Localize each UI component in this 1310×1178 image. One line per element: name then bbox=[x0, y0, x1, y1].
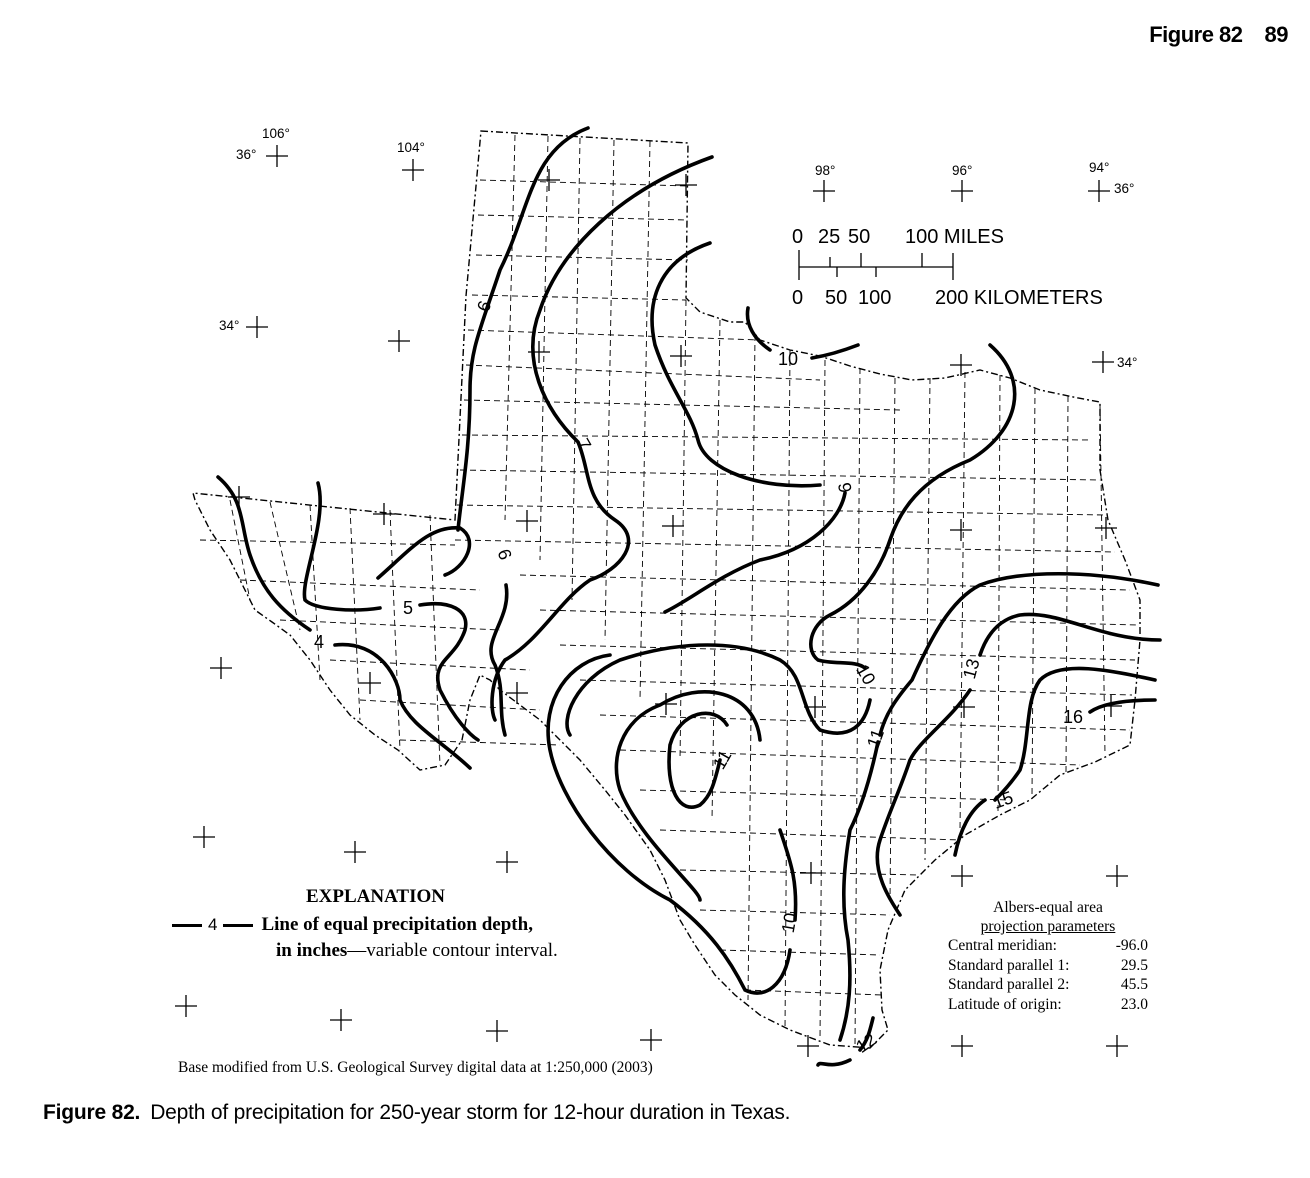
explanation-legend-row bbox=[172, 914, 533, 936]
caption-text: Depth of precipitation for 250-year storm for 12-hour duration in Texas. bbox=[150, 1101, 791, 1124]
graticule-labels bbox=[219, 126, 1137, 370]
contour-label-11-outer: 11 bbox=[862, 726, 889, 751]
isohyet-15-coast bbox=[955, 800, 985, 855]
contour-label-6-west: 6 bbox=[493, 546, 516, 563]
scale-km-100: 100 bbox=[858, 287, 892, 309]
base-data-note: Base modified from U.S. Geological Survey digital data at 1:250,000 (2003) bbox=[178, 1059, 653, 1076]
label-96: 96° bbox=[952, 163, 973, 178]
projection-parameters bbox=[948, 898, 1148, 1014]
scale-mile-0: 0 bbox=[792, 226, 804, 248]
isohyet-10-south bbox=[548, 655, 796, 993]
projection-row: Standard parallel 2: 45.5 bbox=[948, 976, 1148, 993]
isohyet-6-north bbox=[458, 128, 588, 530]
projection-row: Central meridian: -96.0 bbox=[948, 937, 1148, 954]
label-36-east: 36° bbox=[1114, 181, 1135, 196]
isohyet-16 bbox=[1090, 700, 1155, 712]
contour-label-9: 9 bbox=[833, 481, 856, 495]
legend-line1: Line of equal precipitation depth, bbox=[261, 914, 533, 935]
scale-mile-100: 100 MILES bbox=[905, 226, 1004, 248]
explanation-title: EXPLANATION bbox=[306, 886, 445, 907]
figure-number: Figure 82 bbox=[1149, 22, 1243, 47]
contour-label-15: 15 bbox=[990, 787, 1016, 813]
legend-line-sample bbox=[172, 924, 202, 927]
page-number: 89 bbox=[1264, 22, 1288, 47]
isohyet-10-north bbox=[747, 308, 858, 358]
isohyet-9 bbox=[652, 243, 848, 612]
contour-label-10-central: 10 bbox=[852, 660, 880, 689]
scale-km-0: 0 bbox=[792, 287, 804, 309]
isohyet-11-outer bbox=[567, 645, 878, 1040]
label-94: 94° bbox=[1089, 160, 1110, 175]
scale-mile-25: 25 bbox=[818, 226, 841, 248]
contour-label-16: 16 bbox=[1063, 707, 1084, 727]
contour-label-12: 12 bbox=[852, 1029, 881, 1057]
label-36-west: 36° bbox=[236, 147, 257, 162]
label-106: 106° bbox=[262, 126, 290, 141]
projection-subheading: projection parameters bbox=[980, 918, 1116, 935]
scale-mile-50: 50 bbox=[848, 226, 871, 248]
contour-label-7: 7 bbox=[572, 434, 596, 454]
label-34-east: 34° bbox=[1117, 355, 1138, 370]
legend-line-sample-right bbox=[223, 924, 253, 927]
isohyet-7 bbox=[492, 157, 712, 720]
scale-km-200: 200 KILOMETERS bbox=[935, 287, 1103, 309]
caption-figure-label: Figure 82. bbox=[43, 1101, 141, 1124]
figure-caption bbox=[43, 1101, 790, 1125]
scale-km-50: 50 bbox=[825, 287, 848, 309]
label-98: 98° bbox=[815, 163, 836, 178]
projection-row: Standard parallel 1: 29.5 bbox=[948, 956, 1148, 974]
explanation-line2 bbox=[276, 940, 558, 962]
scale-bar bbox=[792, 226, 1103, 309]
contour-label-4: 4 bbox=[314, 632, 325, 652]
legend-units: in inches bbox=[276, 940, 348, 961]
legend-interval-note: —variable contour interval. bbox=[347, 940, 558, 961]
contour-label-10-south: 10 bbox=[777, 911, 801, 935]
contour-label-6-north: 6 bbox=[473, 298, 496, 315]
label-104: 104° bbox=[397, 140, 425, 155]
isohyet-6-west bbox=[378, 528, 507, 735]
label-34-west: 34° bbox=[219, 318, 240, 333]
contour-label-13: 13 bbox=[959, 656, 984, 682]
projection-heading: Albers-equal area bbox=[993, 899, 1103, 916]
legend-sample-value: 4 bbox=[208, 915, 218, 934]
contour-label-5: 5 bbox=[403, 598, 414, 618]
contour-label-10-north: 10 bbox=[778, 349, 799, 369]
contour-label-11-inner: 11 bbox=[708, 746, 736, 773]
projection-row: Latitude of origin: 23.0 bbox=[948, 995, 1148, 1013]
